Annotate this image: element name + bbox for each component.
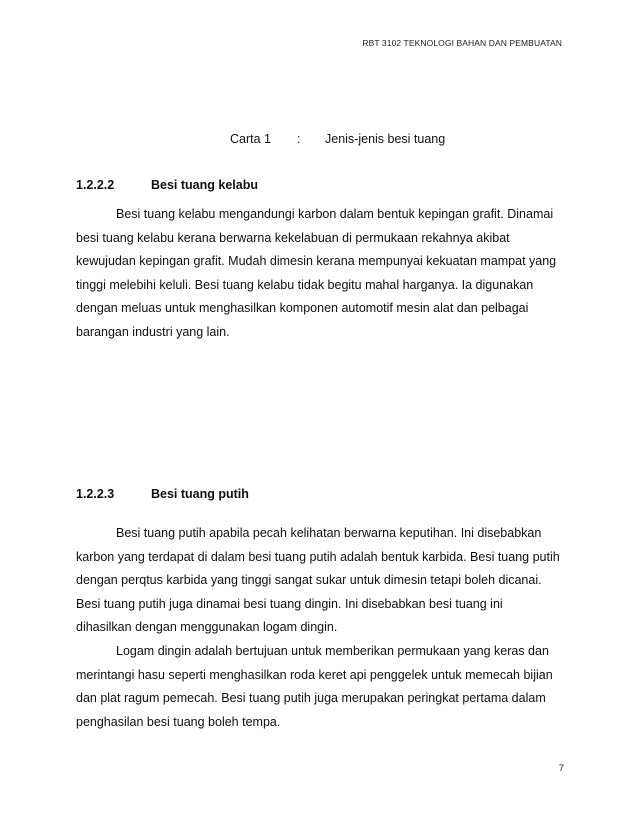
paragraph-line: merintangi hasu seperti menghasilkan roda keret api penggelek untuk memecah bijian (76, 667, 553, 682)
paragraph-line: dan plat ragum pemecah. Besi tuang putih juga merupakan peringkat pertama dalam (76, 691, 546, 706)
running-header: RBT 3102 TEKNOLOGI BAHAN DAN PEMBUATAN (362, 38, 562, 48)
paragraph-line: dihasilkan dengan menggunakan logam dingin. (76, 620, 338, 635)
section-title: Besi tuang putih (151, 487, 249, 501)
page-number: 7 (558, 763, 564, 774)
paragraph-line: karbon yang terdapat di dalam besi tuang putih adalah bentuk karbida. Besi tuang putih (76, 549, 560, 564)
paragraph-line: Besi tuang putih apabila pecah kelihatan berwarna keputihan. Ini disebabkan (116, 526, 542, 540)
paragraph-line: dengan meluas untuk menghasilkan komponen automotif mesin alat dan pelbagai (76, 301, 529, 316)
caption-separator: : (297, 132, 301, 146)
caption-label: Carta 1 (230, 132, 271, 146)
caption-title: Jenis-jenis besi tuang (325, 132, 446, 146)
paragraph-line: Besi tuang kelabu mengandungi karbon dalam bentuk kepingan grafit. Dinamai (116, 207, 554, 221)
section-number: 1.2.2.3 (76, 487, 115, 501)
paragraph-line: penghasilan besi tuang boleh tempa. (76, 714, 281, 729)
paragraph-line: kewujudan kepingan grafit. Mudah dimesin kerana mempunyai kekuatan mampat yang (76, 254, 557, 269)
paragraph-line: barangan industri yang lain. (76, 324, 230, 339)
paragraph-line: tinggi melebihi keluli. Besi tuang kelabu tidak begitu mahal harganya. Ia digunakan (76, 277, 534, 292)
section-1-paragraph (76, 203, 566, 345)
paragraph-line: Besi tuang putih juga dinamai besi tuang dingin. Ini disebabkan besi tuang ini (76, 596, 503, 611)
paragraph-line: dengan perqtus karbida yang tinggi sangat sukar untuk dimesin tetapi boleh dicanai. (76, 573, 542, 588)
paragraph-line: Logam dingin adalah bertujuan untuk memberikan permukaan yang keras dan (116, 643, 549, 658)
paragraph-line: besi tuang kelabu kerana berwarna kekelabuan di permukaan rekahnya akibat (76, 230, 510, 245)
section-title: Besi tuang kelabu (151, 178, 258, 192)
section-number: 1.2.2.2 (76, 178, 115, 192)
section-2-paragraph (76, 522, 566, 734)
